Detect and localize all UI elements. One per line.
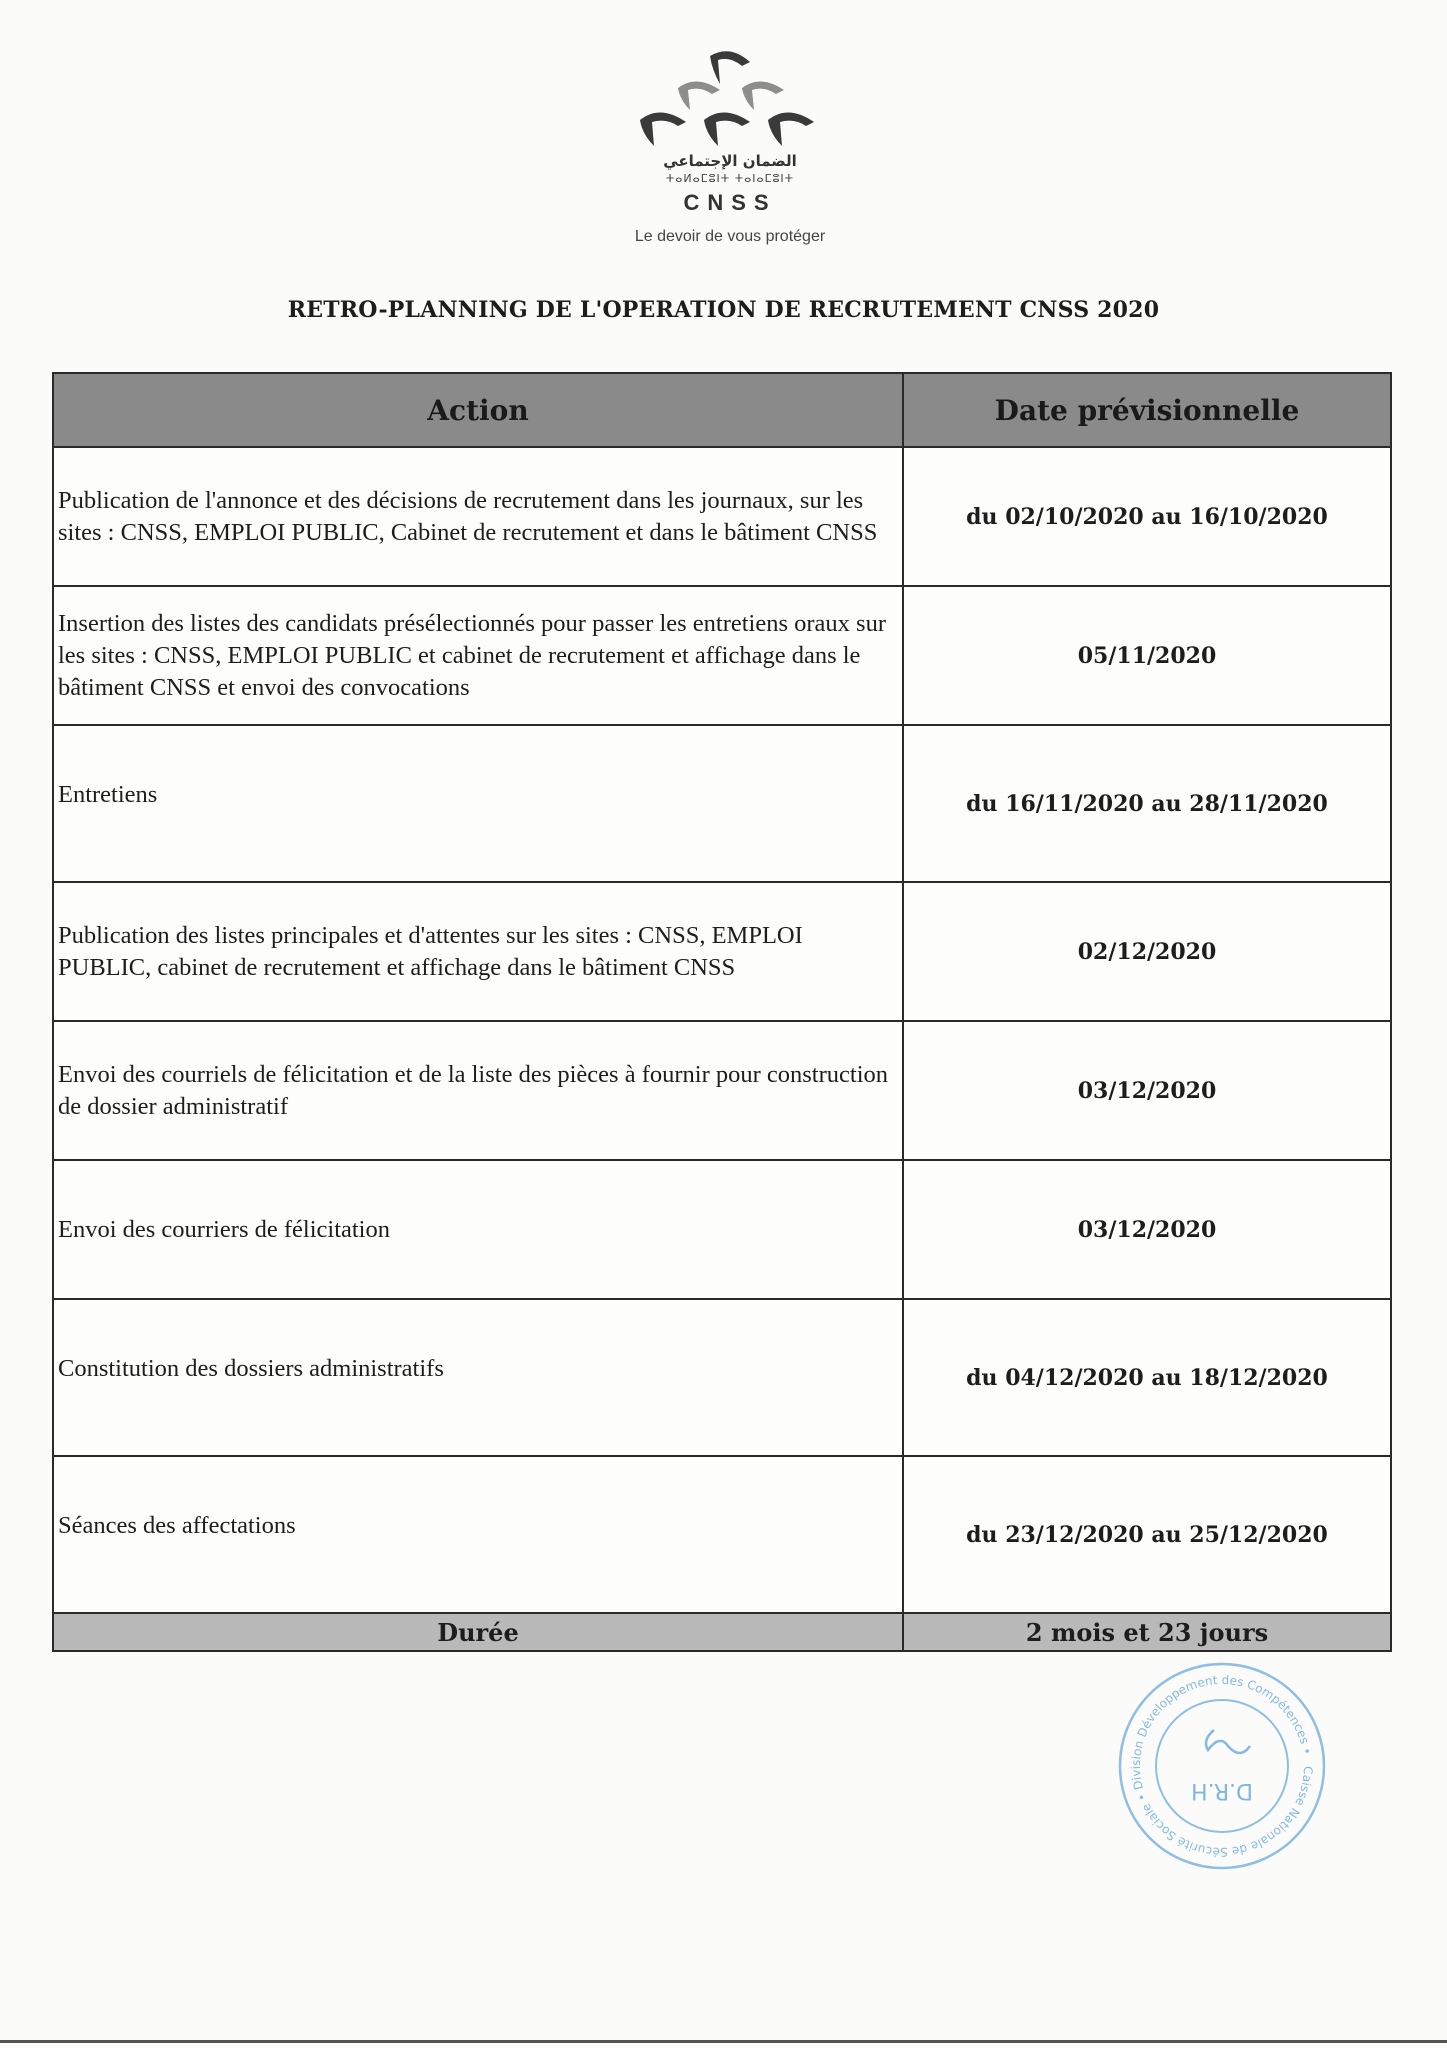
table-row	[53, 447, 1391, 586]
date-cell: 02/12/2020	[903, 882, 1391, 1021]
stamp-seal-icon	[1112, 1656, 1332, 1876]
column-header-action: Action	[53, 373, 903, 447]
date-cell: du 23/12/2020 au 25/12/2020	[903, 1456, 1391, 1613]
table-row	[53, 882, 1391, 1021]
drh-stamp	[1112, 1656, 1332, 1876]
table-footer-row	[53, 1613, 1391, 1651]
table-row	[53, 725, 1391, 882]
stamp-center-text: D.R.H	[1191, 1778, 1253, 1803]
table-row	[53, 1021, 1391, 1160]
column-header-date: Date prévisionnelle	[903, 373, 1391, 447]
action-cell: Envoi des courriels de félicitation et de la liste des pièces à fournir pour construction de dossier administratif	[53, 1021, 903, 1160]
cnss-arches-icon	[630, 48, 830, 148]
action-cell: Séances des affectations	[53, 1456, 903, 1613]
date-cell: du 02/10/2020 au 16/10/2020	[903, 447, 1391, 586]
stamp-outer-text: Caisse Nationale de Sécurité Sociale • Division Développement des Compétences •	[1128, 1672, 1316, 1860]
duration-value: 2 mois et 23 jours	[903, 1613, 1391, 1651]
action-cell: Entretiens	[53, 725, 903, 882]
logo-tifinagh-text: ⵜⴰⵍⴰⵎⵓⵏⵜ ⵜⴰⵏⴰⵎⵓⵏⵜ	[665, 172, 795, 185]
action-cell: Constitution des dossiers administratifs	[53, 1299, 903, 1456]
retro-planning-table	[52, 372, 1392, 1652]
document-title: RETRO-PLANNING DE L'OPERATION DE RECRUTEMENT CNSS 2020	[287, 297, 1160, 323]
table-row	[53, 1456, 1391, 1613]
table-header-row	[53, 373, 1391, 447]
date-cell: du 04/12/2020 au 18/12/2020	[903, 1299, 1391, 1456]
action-cell: Insertion des listes des candidats présélectionnés pour passer les entretiens oraux sur les sites : CNSS, EMPLOI PUBLIC et cabinet de recrutement et affichage dans le bâtiment CNSS et envoi des convocations	[53, 586, 903, 725]
table-row	[53, 1299, 1391, 1456]
action-cell: Envoi des courriers de félicitation	[53, 1160, 903, 1299]
stamp-signature	[1206, 1730, 1250, 1753]
date-cell: 03/12/2020	[903, 1021, 1391, 1160]
action-cell: Publication de l'annonce et des décisions de recrutement dans les journaux, sur les sites : CNSS, EMPLOI PUBLIC, Cabinet de recrutement et dans le bâtiment CNSS	[53, 447, 903, 586]
table-row	[53, 1160, 1391, 1299]
duration-label: Durée	[53, 1613, 903, 1651]
date-cell: 05/11/2020	[903, 586, 1391, 725]
date-cell: 03/12/2020	[903, 1160, 1391, 1299]
logo-arabic-text: الضمان الإجتماعي	[663, 152, 797, 170]
date-cell: du 16/11/2020 au 28/11/2020	[903, 725, 1391, 882]
table-row	[53, 586, 1391, 725]
cnss-logo	[620, 48, 840, 258]
action-cell: Publication des listes principales et d'attentes sur les sites : CNSS, EMPLOI PUBLIC, cabinet de recrutement et affichage dans le bâtiment CNSS	[53, 882, 903, 1021]
logo-tagline: Le devoir de vous protéger	[634, 228, 826, 245]
logo-name: CNSS	[683, 190, 777, 215]
page-bottom-edge	[0, 2040, 1447, 2043]
